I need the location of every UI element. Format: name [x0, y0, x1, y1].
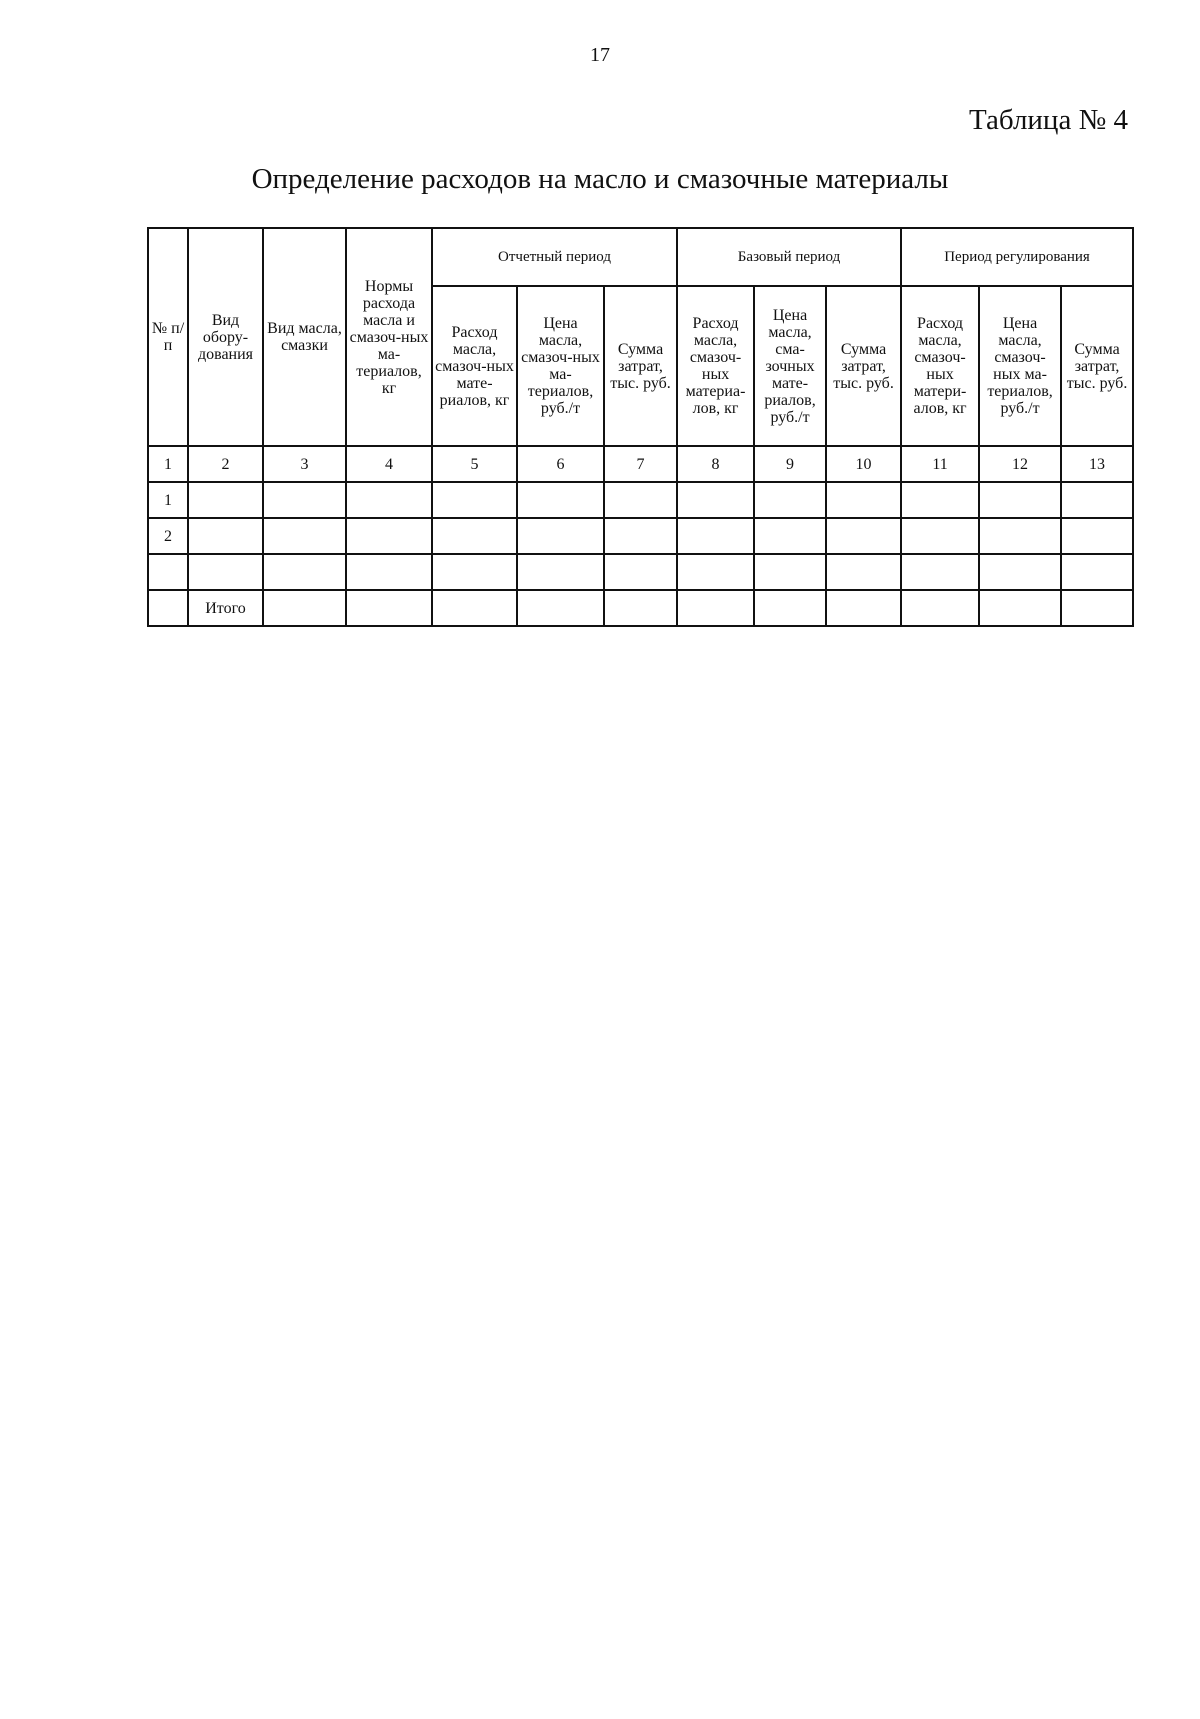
table-cell [346, 554, 432, 590]
header-regulation-sum: Сумма затрат, тыс. руб. [1061, 286, 1133, 446]
table-cell [517, 590, 604, 626]
oil-expenses-table [147, 227, 1134, 627]
row-number [148, 590, 188, 626]
table-cell [1061, 590, 1133, 626]
table-row [148, 518, 1133, 554]
table-cell [979, 482, 1061, 518]
column-number: 12 [979, 446, 1061, 482]
header-regulation-consumption: Расход масла, смазоч-ных матери-алов, кг [901, 286, 979, 446]
table-cell [677, 590, 754, 626]
table-cell [677, 518, 754, 554]
table-cell [754, 590, 826, 626]
column-number: 1 [148, 446, 188, 482]
table-cell [1061, 554, 1133, 590]
table-cell [901, 554, 979, 590]
column-number: 3 [263, 446, 346, 482]
header-reporting-sum: Сумма затрат, тыс. руб. [604, 286, 677, 446]
column-number: 6 [517, 446, 604, 482]
column-number: 9 [754, 446, 826, 482]
row-number: 2 [148, 518, 188, 554]
table-cell [346, 482, 432, 518]
total-label: Итого [188, 590, 263, 626]
header-oil-type: Вид масла, смазки [263, 228, 346, 446]
column-number: 7 [604, 446, 677, 482]
table-cell [1061, 518, 1133, 554]
header-regulation-price: Цена масла, смазоч-ных ма-териалов, руб./т [979, 286, 1061, 446]
table-cell [604, 590, 677, 626]
table-cell [901, 518, 979, 554]
total-row [148, 590, 1133, 626]
column-numbers-row [148, 446, 1133, 482]
table-cell [517, 482, 604, 518]
table-cell [432, 554, 517, 590]
header-group-regulation: Период регулирования [901, 228, 1133, 286]
column-number: 10 [826, 446, 901, 482]
table-cell [263, 554, 346, 590]
table-cell [754, 482, 826, 518]
header-group-base: Базовый период [677, 228, 901, 286]
header-base-consumption: Расход масла, смазоч-ных материа-лов, кг [677, 286, 754, 446]
row-equipment [188, 554, 263, 590]
header-equipment: Вид обору-дования [188, 228, 263, 446]
table-cell [517, 554, 604, 590]
table-cell [754, 554, 826, 590]
table-cell [604, 518, 677, 554]
table-cell [979, 518, 1061, 554]
table-cell [901, 482, 979, 518]
table-cell [826, 482, 901, 518]
table-cell [979, 554, 1061, 590]
page-number: 17 [590, 44, 610, 66]
column-number: 8 [677, 446, 754, 482]
header-reporting-price: Цена масла, смазоч-ных ма-териалов, руб./т [517, 286, 604, 446]
header-norms: Нормы расхода масла и смазоч-ных ма-териалов, кг [346, 228, 432, 446]
column-number: 13 [1061, 446, 1133, 482]
table-cell [826, 518, 901, 554]
table-cell [979, 590, 1061, 626]
table-cell [432, 482, 517, 518]
table-cell [754, 518, 826, 554]
header-base-price: Цена масла, сма-зочных мате-риалов, руб./т [754, 286, 826, 446]
table-cell [263, 590, 346, 626]
table-row [148, 554, 1133, 590]
table-cell [263, 518, 346, 554]
row-number: 1 [148, 482, 188, 518]
table-cell [677, 554, 754, 590]
header-reporting-consumption: Расход масла, смазоч-ных мате-риалов, кг [432, 286, 517, 446]
table-cell [346, 590, 432, 626]
document-title: Определение расходов на масло и смазочные материалы [251, 163, 949, 195]
column-number: 11 [901, 446, 979, 482]
table-cell [263, 482, 346, 518]
table-cell [901, 590, 979, 626]
table-label: Таблица № 4 [969, 104, 1128, 136]
table-cell [1061, 482, 1133, 518]
column-number: 2 [188, 446, 263, 482]
table-cell [604, 554, 677, 590]
table-cell [432, 518, 517, 554]
table-cell [346, 518, 432, 554]
row-equipment [188, 518, 263, 554]
table-row [148, 482, 1133, 518]
column-number: 4 [346, 446, 432, 482]
column-number: 5 [432, 446, 517, 482]
row-equipment [188, 482, 263, 518]
table-cell [604, 482, 677, 518]
table-cell [826, 554, 901, 590]
table-cell [432, 590, 517, 626]
table-cell [517, 518, 604, 554]
header-num: № п/п [148, 228, 188, 446]
header-base-sum: Сумма затрат, тыс. руб. [826, 286, 901, 446]
table-cell [677, 482, 754, 518]
header-group-reporting: Отчетный период [432, 228, 677, 286]
table-cell [826, 590, 901, 626]
row-number [148, 554, 188, 590]
